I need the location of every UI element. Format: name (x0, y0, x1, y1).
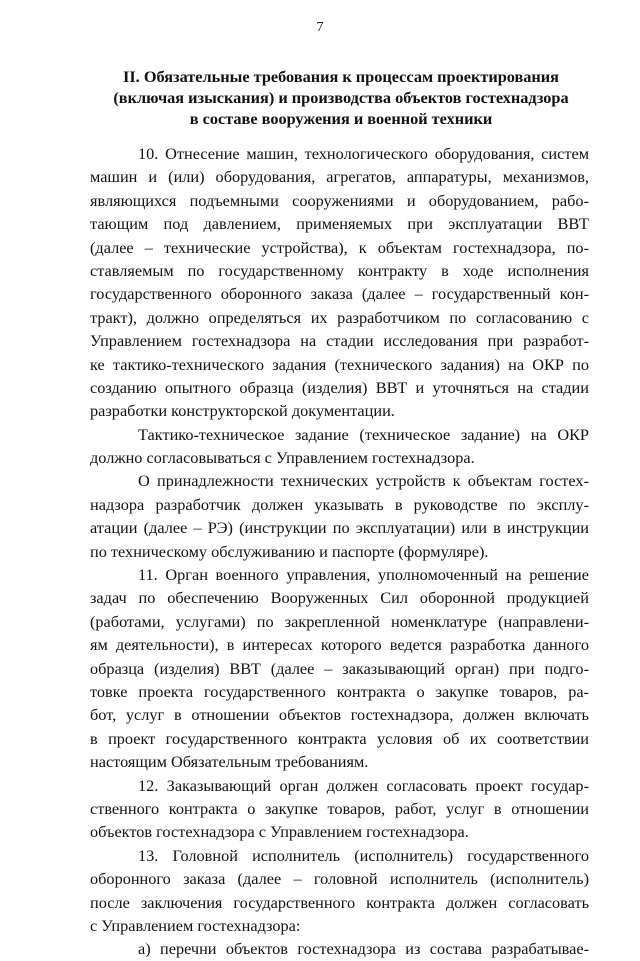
paragraph-line: (работами, услугами) по закрепленной номенклатуре (направлени- (90, 611, 589, 631)
section-heading (80, 66, 602, 129)
section-heading-line: II. Обязательные требования к процессам проектирования (123, 67, 559, 86)
paragraph-line: Тактико-техническое задание (техническое задание) на ОКР (138, 424, 589, 444)
paragraph-line: созданию опытного образца (изделия) ВВТ и уточняться на стадии (90, 377, 589, 397)
paragraph-line: разработки конструкторской документации. (90, 401, 395, 421)
paragraph-line: машин и (или) оборудования, агрегатов, аппаратуры, механизмов, (90, 167, 589, 187)
paragraph (90, 937, 589, 960)
paragraph (90, 423, 589, 470)
paragraph-line: после заключения государственного контракта должен согласовать (90, 892, 589, 912)
paragraph-line: задач по обеспечению Вооруженных Сил оборонной продукцией (90, 588, 589, 608)
paragraph-line: с Управлением гостехнадзора: (90, 915, 301, 935)
section-heading-line: в составе вооружения и военной техники (189, 109, 493, 128)
page-number: 7 (316, 20, 324, 35)
paragraph-line: в проект государственного контракта условия об их соответствии (90, 728, 589, 748)
paragraph-line: атации (далее – РЭ) (инструкции по эксплуатации) или в инструкции (90, 518, 589, 538)
paragraph-line: тающим под давлением, применяемых при эксплуатации ВВТ (90, 214, 589, 234)
paragraph-line: а) перечни объектов гостехнадзора из состава разрабатывае- (138, 939, 589, 959)
paragraph-line: надзора разработчик должен указывать в руководстве по эксплу- (90, 494, 589, 514)
paragraph (90, 563, 589, 774)
paragraph-line: ственного контракта о закупке товаров, работ, услуг в отношении (90, 798, 589, 818)
paragraph-line: 10. Отнесение машин, технологического оборудования, систем (138, 144, 589, 163)
paragraph (90, 142, 589, 423)
paragraph-line: должно согласовываться с Управлением гостехнадзора. (90, 448, 475, 468)
paragraph-line: по техническому обслуживанию и паспорте (формуляре). (90, 541, 489, 561)
paragraph-line: настоящим Обязательным требованиям. (90, 752, 369, 772)
paragraph (90, 844, 589, 938)
paragraph (90, 774, 589, 844)
paragraph-line: товке проекта государственного контракта о закупке товаров, ра- (90, 681, 589, 701)
paragraph-line: 12. Заказывающий орган должен согласовать проект государ- (138, 775, 589, 795)
paragraph-line: тракт), должно определяться их разработчиком по согласованию с (90, 307, 589, 327)
paragraph-line: 13. Головной исполнитель (исполнитель) государственного (138, 845, 589, 865)
paragraph-line: ям деятельности), в интересах которого ведется разработка данного (90, 635, 589, 655)
paragraph-line: 11. Орган военного управления, уполномоченный на решение (138, 565, 589, 585)
paragraph-line: образца (изделия) ВВТ (далее – заказывающий орган) при подго- (90, 658, 589, 678)
paragraph-line: ке тактико-технического задания (технического задания) на ОКР по (90, 354, 589, 374)
paragraph-line: О принадлежности технических устройств к объектам гостех- (138, 471, 589, 491)
paragraph (90, 469, 589, 563)
paragraph-line: государственного оборонного заказа (далее – государственный кон- (90, 284, 589, 304)
paragraph-line: ставляемым по государственному контракту в ходе исполнения (90, 260, 589, 280)
paragraph-line: объектов гостехнадзора с Управлением гостехнадзора. (90, 822, 469, 842)
paragraph-line: являющихся подъемными сооружениями и оборудованием, рабо- (90, 190, 589, 210)
document-body (90, 142, 589, 961)
paragraph-line: оборонного заказа (далее – головной исполнитель (исполнитель) (90, 869, 589, 889)
paragraph-line: Управлением гостехнадзора на стадии исследования при разработ- (90, 331, 589, 351)
paragraph-line: (далее – технические устройства), к объектам гостехнадзора, по- (90, 237, 589, 257)
paragraph-line: бот, услуг в отношении объектов гостехнадзора, должен включать (90, 705, 589, 725)
section-heading-line: (включая изыскания) и производства объектов гостехнадзора (113, 88, 569, 107)
